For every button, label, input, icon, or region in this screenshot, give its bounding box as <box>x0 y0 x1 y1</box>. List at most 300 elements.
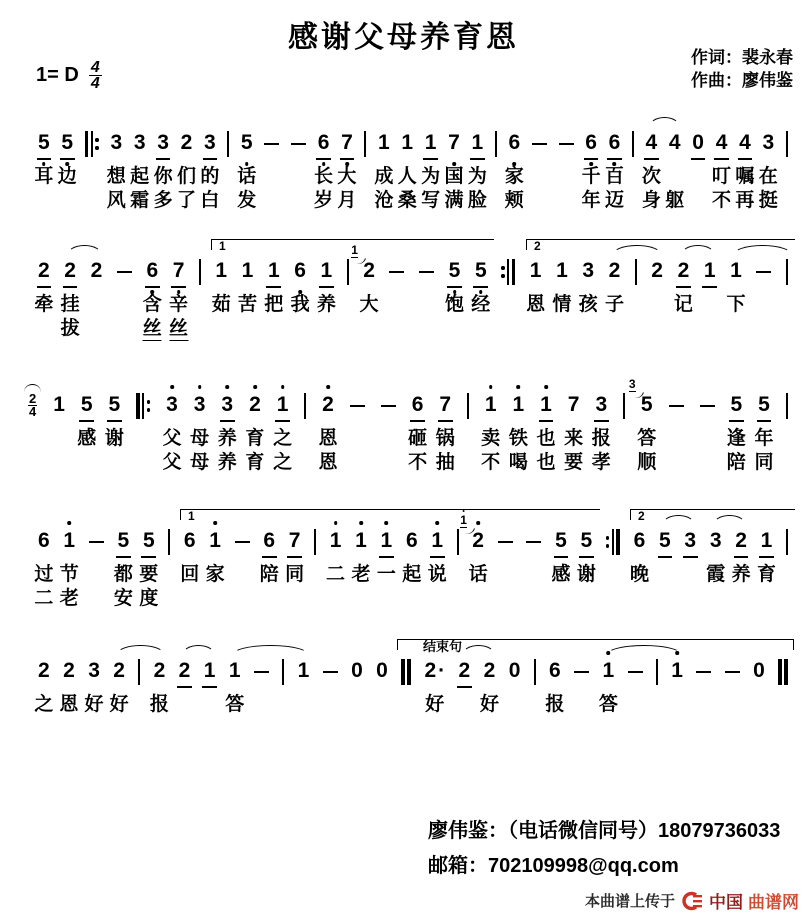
contact-info <box>428 814 780 884</box>
lyric-char-verse1: 育 <box>245 428 265 449</box>
lyric-char-verse1: 家 <box>504 166 524 187</box>
lyric-char-verse2: 度 <box>139 588 159 609</box>
note: 5 都 安 <box>113 529 133 609</box>
volta-number: 1 <box>188 509 195 523</box>
octave-dot-high <box>334 521 338 525</box>
lyric-char-verse1: 都 <box>113 564 133 585</box>
barline <box>623 392 625 419</box>
note: 1 铁 喝 <box>512 392 524 418</box>
lyric-char-verse2: 年 <box>581 190 601 211</box>
lyric-char-verse2: 风 <box>106 190 126 211</box>
octave-dot-high <box>281 385 285 389</box>
system-1 <box>34 130 788 211</box>
note: 5 感 <box>551 529 571 585</box>
lyric-char-verse1: 下 <box>726 294 746 315</box>
note: 0 <box>692 131 704 154</box>
lyric-char-verse2: 写 <box>421 190 441 211</box>
song-title: 感谢父母养育恩 <box>288 21 519 54</box>
lyric-char-verse1: 回 <box>180 564 200 585</box>
note: 3 <box>684 529 697 552</box>
dash-extension <box>526 528 541 543</box>
note: 2 恩 恩 <box>322 392 334 418</box>
lyric-char-verse2: 了 <box>176 190 196 211</box>
lyric-char-verse1: 含 <box>142 294 162 315</box>
note: 0 <box>508 659 521 682</box>
note: 1 说 <box>431 528 443 554</box>
note: 5 谢 <box>104 393 124 449</box>
note: 1 <box>53 393 65 416</box>
octave-dot-high <box>489 385 493 389</box>
note: 5 谢 <box>576 529 596 585</box>
octave-dot-high <box>326 385 330 389</box>
volta-bracket <box>630 509 795 523</box>
lyric-char-verse1: 次 <box>641 166 661 187</box>
lyric-char-verse1: 节 <box>59 564 79 585</box>
lyric-char-verse2: 挺 <box>758 190 778 211</box>
lyric-char-verse1: 好 <box>425 694 445 715</box>
note: 2 子 <box>604 259 624 315</box>
note: 6 百 迈 <box>604 131 624 211</box>
lyric-char-verse1: 饱 <box>444 294 465 315</box>
note: 1 成 沧 <box>374 131 394 211</box>
barline <box>534 658 536 685</box>
note: 5 话 发 <box>237 131 257 211</box>
note: 6 陪 <box>259 529 279 585</box>
lyric-char-verse1: 千 <box>581 166 601 187</box>
lyric-char-verse1: 答 <box>225 694 245 715</box>
note: 5 要 度 <box>139 529 159 609</box>
note: 1 <box>703 259 716 282</box>
lyric-char-verse1: 话 <box>237 166 257 187</box>
lyric-char-verse1: 卖 <box>481 428 501 449</box>
note: 3 在 挺 <box>758 131 778 211</box>
watermark <box>585 888 799 913</box>
lyric-char-verse1: 嘱 <box>735 166 755 187</box>
system-2 <box>34 239 788 339</box>
lyric-char-verse1: 想 <box>106 166 126 187</box>
lyric-char-verse1: 说 <box>427 564 447 585</box>
contact-line-1: 廖伟鉴：（电话微信同号）18079736033 <box>428 820 781 842</box>
note: 5 边 <box>57 131 77 187</box>
note: 1 为 脸 <box>467 131 487 211</box>
lyric-char-verse1: 在 <box>758 166 778 187</box>
octave-dot-high <box>213 521 217 525</box>
lyric-char-verse2: 老 <box>59 588 79 609</box>
lyric-char-verse1: 叮 <box>712 166 732 187</box>
note: 2 牵 <box>34 259 54 315</box>
lyric-char-verse1: 霞 <box>706 564 726 585</box>
barline <box>656 658 658 685</box>
lyric-char-verse1: 话 <box>468 564 488 585</box>
lyric-char-verse1: 答 <box>598 694 618 715</box>
lyric-char-verse1: 挂 <box>60 294 80 315</box>
lyric-char-verse1: 老 <box>351 564 371 585</box>
lyric-char-verse1: 要 <box>139 564 159 585</box>
lyric-char-verse1: 养 <box>316 294 336 315</box>
note: 6 晚 <box>629 529 649 585</box>
note: 2 <box>458 659 471 682</box>
octave-dot-high <box>476 521 480 525</box>
octave-dot-high <box>198 385 202 389</box>
note: 3 的 白 <box>200 131 220 211</box>
lyric-char-verse1: 父 <box>162 428 182 449</box>
lyric-char-verse2: 岁 <box>314 190 334 211</box>
ending-phrase-label: 结束句 <box>420 640 465 654</box>
barline <box>304 392 306 419</box>
watermark-brand-bold: 中国 <box>709 893 743 912</box>
note: 2 好 <box>479 659 499 715</box>
note: 6 回 <box>180 529 200 585</box>
octave-dot-high <box>517 385 521 389</box>
note: 3 起 霜 <box>130 131 150 211</box>
lyric-char-verse1: 牵 <box>34 294 54 315</box>
note: 5 耳 <box>34 131 54 187</box>
note: 5 年 同 <box>754 393 774 473</box>
dash-extension <box>669 392 684 407</box>
lyric-char-verse2: 月 <box>337 190 357 211</box>
lyric-char-verse2: 也 <box>536 452 556 473</box>
note: 2 好 <box>109 659 129 715</box>
note: 3 好 <box>84 659 104 715</box>
lyric-char-verse2: 再 <box>735 190 755 211</box>
barline <box>786 392 788 419</box>
lyric-char-verse1: 之 <box>273 428 293 449</box>
octave-dot-high <box>225 385 229 389</box>
dash-extension <box>628 658 643 673</box>
lyric-char-verse1: 们 <box>176 166 196 187</box>
note: 3 孩 <box>578 259 598 315</box>
lyric-char-verse2: 霜 <box>130 190 150 211</box>
note: 2 们 了 <box>176 131 196 211</box>
lyric-char-verse1: 报 <box>545 694 565 715</box>
system-4 <box>34 509 788 609</box>
note: 7 同 <box>285 529 305 585</box>
lyric-char-verse2: 颊 <box>504 190 524 211</box>
dash-extension <box>254 658 269 673</box>
lyric-char-verse1: 百 <box>604 166 624 187</box>
dash-extension <box>350 392 365 407</box>
lyric-char-verse2: 发 <box>237 190 257 211</box>
volta-bracket <box>526 239 795 253</box>
composer-credit: 作曲：廖伟鉴 <box>691 71 793 90</box>
repeat-end-sign <box>501 258 515 285</box>
note: 1 育 <box>756 529 776 585</box>
octave-dot-high <box>67 521 71 525</box>
lyric-char-verse2: 陪 <box>726 452 746 473</box>
note: 2 <box>178 659 191 682</box>
key-text: 1= D <box>36 64 79 86</box>
barline <box>364 130 366 157</box>
lyric-char-verse1: 成 <box>374 166 394 187</box>
lyric-char-verse2: 二 <box>34 588 54 609</box>
barline <box>786 258 788 285</box>
note: 1 答 <box>603 658 615 684</box>
note: 1 节 老 <box>63 528 75 554</box>
dash-extension <box>291 130 306 145</box>
note: 1 把 <box>264 259 284 315</box>
watermark-brand-light: 曲谱网 <box>748 893 799 912</box>
note: 1 恩 <box>526 259 546 315</box>
lyric-char-verse1: 陪 <box>259 564 279 585</box>
octave-dot-high <box>385 521 389 525</box>
lyric-char-verse1: 逢 <box>726 428 746 449</box>
time-signature <box>89 60 102 91</box>
note: 3 父 父 <box>166 392 178 418</box>
repeat-end-sign <box>606 528 620 555</box>
volta-number: 2 <box>638 509 645 523</box>
lyric-char-verse2: 桑 <box>397 190 417 211</box>
lyric-char-verse2: 顺 <box>637 452 657 473</box>
note: 3 想 风 <box>106 131 126 211</box>
note: 6 起 <box>402 529 422 585</box>
lyric-char-verse1: 谢 <box>576 564 596 585</box>
note: 2 · 好 <box>424 659 446 715</box>
lyric-char-verse1: 好 <box>84 694 104 715</box>
octave-dot-high <box>435 521 439 525</box>
note: 6 千 年 <box>581 131 601 211</box>
note: 1 2 大 <box>351 243 379 315</box>
slur-tie-arc <box>232 645 309 656</box>
lyric-char-verse1: 恩 <box>59 694 79 715</box>
dash-extension <box>725 658 740 673</box>
note: 1 情 <box>552 259 572 315</box>
dash-extension <box>419 258 434 273</box>
lyric-char-verse1: 你 <box>153 166 173 187</box>
lyric-char-verse1: 养 <box>217 428 237 449</box>
lyric-char-verse1: 来 <box>564 428 584 449</box>
note: 1 茹 <box>211 259 231 315</box>
lyric-char-verse1: 锅 <box>435 428 455 449</box>
lyric-char-verse1: 答 <box>637 428 657 449</box>
note: 6 过 二 <box>34 529 54 609</box>
note: 5 经 <box>471 259 491 315</box>
lyric-char-verse1: 养 <box>731 564 751 585</box>
note: 7 国 满 <box>444 131 464 211</box>
note: 2 之 <box>34 659 54 715</box>
lyric-char-verse1: 也 <box>536 428 556 449</box>
note: 6 家 颊 <box>504 131 524 211</box>
barline <box>457 528 459 555</box>
dash-extension <box>756 258 771 273</box>
note: 1 苦 <box>238 259 258 315</box>
lyric-char-verse1: 记 <box>673 294 693 315</box>
note: 7 来 要 <box>564 393 584 473</box>
lyric-char-verse2: 丝 <box>169 318 189 339</box>
barline <box>467 392 469 419</box>
dash-extension <box>323 658 338 673</box>
note: 1 一 <box>381 528 393 554</box>
grace-note: 1 <box>351 243 358 257</box>
lyric-char-verse1: 辛 <box>169 294 189 315</box>
note: 1 <box>297 659 310 682</box>
note: 4 次 身 <box>641 131 661 211</box>
note: 0 <box>753 659 765 682</box>
lyric-char-verse1: 人 <box>397 166 417 187</box>
note: 3 母 母 <box>194 392 206 418</box>
barline <box>282 658 284 685</box>
octave-dot-high <box>170 385 174 389</box>
volta-bracket <box>211 239 494 253</box>
note: 1 二 <box>330 528 342 554</box>
lyric-char-verse1: 之 <box>34 694 54 715</box>
barline <box>314 528 316 555</box>
lyric-char-verse1: 孩 <box>578 294 598 315</box>
note: 2 报 <box>149 659 169 715</box>
lyric-char-verse1: 子 <box>604 294 624 315</box>
lyric-char-verse1: 家 <box>205 564 225 585</box>
lyric-char-verse1: 苦 <box>238 294 258 315</box>
lyric-char-verse1: 恩 <box>318 428 338 449</box>
note: 6 长 岁 <box>314 131 334 211</box>
lyric-char-verse1: 年 <box>754 428 774 449</box>
lyric-char-verse1: 好 <box>109 694 129 715</box>
repeat-begin-sign <box>85 130 99 157</box>
lyric-char-verse1: 长 <box>314 166 334 187</box>
credits <box>691 46 793 92</box>
lyric-char-verse2: 父 <box>162 452 182 473</box>
note: 7 锅 抽 <box>435 393 455 473</box>
lyric-char-verse1: 起 <box>402 564 422 585</box>
note: 6 我 <box>290 259 310 315</box>
lyric-char-verse2: 不 <box>408 452 428 473</box>
system-5 <box>34 639 788 715</box>
lyric-char-verse1: 为 <box>421 166 441 187</box>
note: 1 2 话 <box>460 513 488 585</box>
lyric-char-verse2: 身 <box>641 190 661 211</box>
system-3 <box>28 377 788 473</box>
dash-extension <box>389 258 404 273</box>
slur-tie-arc <box>182 645 215 656</box>
dash-extension <box>381 392 396 407</box>
lyric-char-verse1: 大 <box>359 294 379 315</box>
note: 1 老 <box>355 528 367 554</box>
meter-numerator: 4 <box>90 59 100 76</box>
note: 0 <box>376 659 388 682</box>
lyric-char-verse1: 情 <box>552 294 572 315</box>
lyric-char-verse1: 大 <box>337 166 357 187</box>
lyric-char-verse2: 养 <box>217 452 237 473</box>
lyric-char-verse2: 恩 <box>318 452 338 473</box>
contact-line-2: 邮箱：702109998@qq.com <box>428 855 679 877</box>
note: 5 饱 <box>444 259 465 315</box>
barline <box>138 658 140 685</box>
barline <box>632 130 634 157</box>
lyric-char-verse2: 多 <box>153 190 173 211</box>
octave-dot-high <box>544 385 548 389</box>
note: 4 叮 不 <box>712 131 732 211</box>
augmentation-dot: · <box>438 659 446 682</box>
lyric-char-verse1: 砸 <box>408 428 428 449</box>
note: 5 感 <box>77 393 97 449</box>
dash-extension <box>117 258 132 273</box>
lyric-char-verse1: 育 <box>756 564 776 585</box>
lyric-char-verse2: 喝 <box>508 452 528 473</box>
note: 2 <box>651 259 663 282</box>
note: 2 挂 拔 <box>60 259 80 339</box>
note: 1 之 之 <box>277 392 289 418</box>
note: 1 养 <box>316 259 336 315</box>
ending-phrase-bracket <box>397 639 794 654</box>
repeat-begin-sign <box>136 392 150 419</box>
lyric-char-verse2: 不 <box>481 452 501 473</box>
lyric-char-verse2: 迈 <box>604 190 624 211</box>
note: 0 <box>351 659 363 682</box>
lyric-char-verse1: 谢 <box>104 428 124 449</box>
note: 7 大 月 <box>337 131 357 211</box>
lyricist-credit: 作词：裴永春 <box>691 48 793 67</box>
dash-extension <box>574 658 589 673</box>
dash-extension <box>498 528 513 543</box>
note: 1 <box>671 658 683 684</box>
dash-extension <box>264 130 279 145</box>
barline <box>168 528 170 555</box>
note: 1 <box>203 659 216 682</box>
grace-note: 1 <box>460 513 467 527</box>
dash-extension <box>89 528 104 543</box>
lyric-char-verse1: 报 <box>591 428 611 449</box>
lyric-char-verse1: 晚 <box>629 564 649 585</box>
note: 2 记 <box>673 259 693 315</box>
note: 2 <box>90 259 103 282</box>
lyric-char-verse1: 报 <box>149 694 169 715</box>
barline <box>786 528 788 555</box>
lyric-char-verse2: 同 <box>754 452 774 473</box>
volta-number: 2 <box>534 239 541 253</box>
site-logo-icon <box>680 891 704 911</box>
lyric-char-verse1: 一 <box>376 564 396 585</box>
time-signature-change: 2 4 <box>29 391 37 419</box>
watermark-text: 本曲谱上传于 <box>584 893 675 910</box>
dash-extension <box>532 130 547 145</box>
lyric-char-verse1: 耳 <box>34 166 54 187</box>
dash-extension <box>559 130 574 145</box>
lyric-char-verse2: 脸 <box>467 190 487 211</box>
lyric-char-verse2: 丝 <box>142 318 162 339</box>
lyric-char-verse2: 要 <box>564 452 584 473</box>
note: 6 砸 不 <box>408 393 428 473</box>
note: 1 人 桑 <box>397 131 417 211</box>
note: 6 含 丝 <box>142 259 162 339</box>
lyric-char-verse2: 沧 <box>374 190 394 211</box>
barline <box>199 258 201 285</box>
slur-tie-arc <box>67 245 102 256</box>
lyric-char-verse1: 同 <box>285 564 305 585</box>
lyric-char-verse1: 母 <box>190 428 210 449</box>
dash-extension <box>235 528 250 543</box>
final-barline <box>778 658 788 685</box>
note: 3 霞 <box>706 529 726 585</box>
lyric-char-verse1: 经 <box>471 294 491 315</box>
note: 1 答 <box>225 659 245 715</box>
dash-extension <box>696 658 711 673</box>
lyric-char-verse2: 拔 <box>60 318 80 339</box>
note: 4 躯 <box>665 131 685 211</box>
lyric-char-verse1: 为 <box>467 166 487 187</box>
barline <box>495 130 497 157</box>
note: 1 也 也 <box>540 392 552 418</box>
octave-dot-high <box>253 385 257 389</box>
lyric-char-verse1: 国 <box>444 166 464 187</box>
lyric-char-verse2: 安 <box>113 588 133 609</box>
lyric-char-verse1: 起 <box>130 166 150 187</box>
barline <box>227 130 229 157</box>
note: 1 卖 不 <box>485 392 497 418</box>
lyric-char-verse2: 白 <box>200 190 220 211</box>
lyric-char-verse2: 满 <box>444 190 464 211</box>
lyric-char-verse1: 把 <box>264 294 284 315</box>
lyric-char-verse2: 躯 <box>665 190 685 211</box>
barline <box>347 258 349 285</box>
